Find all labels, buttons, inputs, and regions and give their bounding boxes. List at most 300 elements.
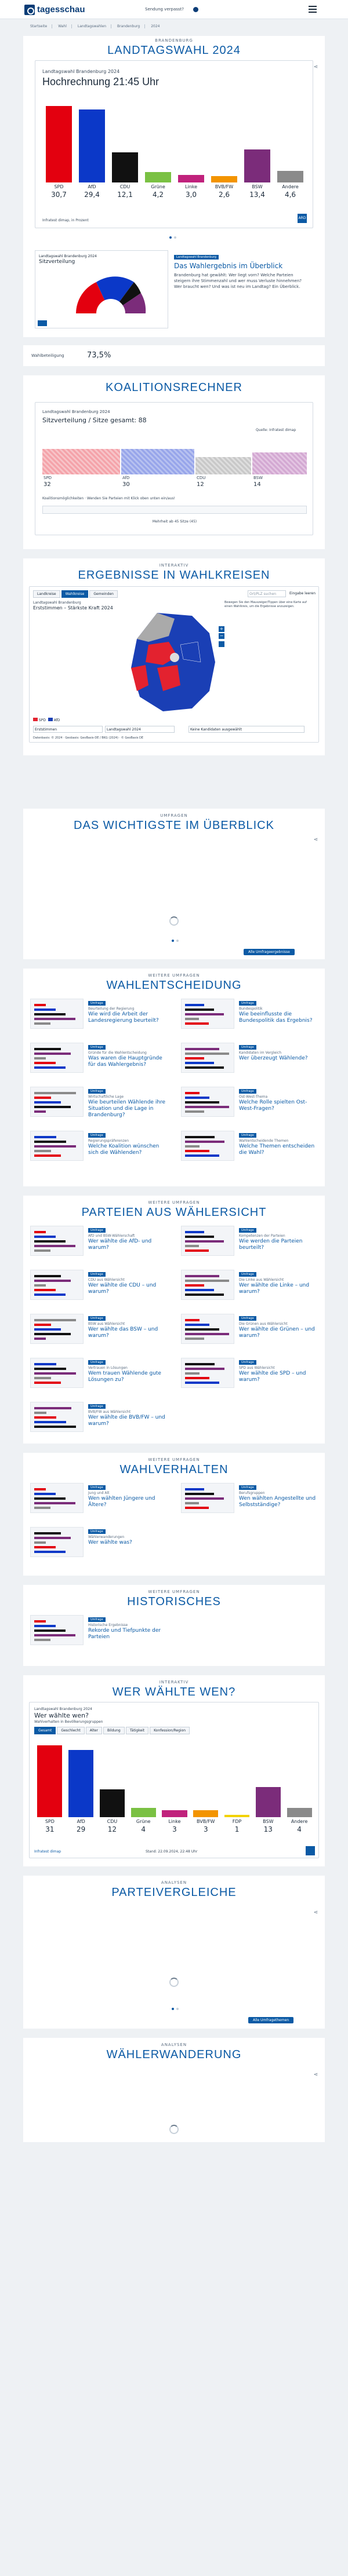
thumb-bar [34,1249,50,1252]
tile-title[interactable]: Wie wird die Arbeit der Landesregierung beurteilt? [88,1011,159,1024]
section-title: LANDTAGSWAHL 2024 [107,44,241,57]
thumb-bar [34,1537,71,1539]
select-wahl[interactable]: Landtagswahl 2024 [105,726,175,733]
tile-label: Umfrage [88,1529,106,1534]
tile-thumbnail [30,1226,84,1256]
site-header [0,0,348,19]
seats-thumb [35,250,168,328]
thumb-bar [185,1338,204,1340]
tile-title[interactable]: Wer wählte die Grünen – und warum? [239,1327,315,1339]
chart-title: Wer wählte wen? [34,1712,89,1719]
wahlkreise-section [23,558,325,755]
thumb-bar [34,1057,46,1059]
tile-title[interactable]: Wem trauen Wählende gute Lösungen zu? [88,1371,161,1383]
tile-title[interactable]: Wer wählte das BSW – und warum? [88,1327,158,1339]
seats-chart [70,267,151,319]
survey-tile[interactable] [30,1131,169,1168]
party-seats: 30 [122,481,130,488]
werwaehlte-card [29,1702,319,1858]
tile-sub: Die Linke aus Wählersicht [239,1278,284,1282]
party-name: AfD [122,476,130,480]
section-kicker: INTERAKTIV [159,1680,189,1685]
thumb-bar [185,1097,209,1099]
thumb-bar [34,1338,46,1340]
map-footnote: Datenbasis: © 2024 · Geobasis: GeoBasis-DE / BKG (2024) · © GeoBasis DE [33,736,144,740]
tile-sub: Wahlentscheidende Themen [239,1139,289,1143]
tile-label: Umfrage [239,1001,256,1006]
party-bar-bsw[interactable] [252,452,307,474]
tile-thumbnail [30,999,84,1029]
thumb-bar [34,1236,56,1238]
tile-sub: Wirtschaftliche Lage [88,1095,124,1099]
tile-thumbnail [181,1483,234,1513]
thumb-bar [185,1328,219,1331]
thumb-bar [185,1245,199,1247]
thumb-bar [34,1532,61,1534]
thumb-bar [185,1231,204,1233]
category-label: Andere [291,1819,308,1824]
tile-sub: SPD aus Wählersicht [239,1366,275,1370]
thumb-bar [34,1497,66,1500]
survey-tile[interactable] [181,1226,320,1263]
breadcrumb [30,24,164,28]
survey-tile[interactable] [181,1131,320,1168]
tab-region[interactable]: Konfession/Region [150,1727,190,1734]
thumb-bar [34,1245,75,1247]
tile-sub: Die Grünen aus Wählersicht [239,1322,288,1326]
tile-sub: Wählerwanderungen [88,1535,125,1539]
teaser-kicker: Landtagswahl Brandenburg [174,255,219,260]
thumb-bar [34,1284,46,1287]
tab-bildung[interactable]: Bildung [103,1727,125,1734]
thumb-bar [34,1280,71,1282]
party-seats: 32 [44,481,51,488]
section-title: PARTEIVERGLEICHE [111,1886,237,1899]
tile-thumbnail [30,1615,84,1645]
category-label: SPD [45,1819,55,1824]
survey-tile[interactable] [30,1527,169,1564]
seats-card-title: Landtagswahl Brandenburg 2024 [39,254,97,258]
thumb-bar [185,1324,209,1326]
value-label: 13,4 [249,191,265,199]
thumb-bar [34,1150,51,1152]
value-label: 3,0 [185,191,197,199]
tile-title[interactable]: Wen wählten Jüngere und Ältere? [88,1496,155,1508]
seats-teaser[interactable] [35,250,313,331]
thumb-bar [34,1541,46,1544]
tile-title[interactable]: Wen wählten Angestellte und Selbstständige? [239,1496,316,1508]
more-button[interactable]: Alle Umfrageergebnisse [244,949,295,955]
thumb-bar [34,1136,56,1138]
thumb-bar [34,1493,56,1495]
thumb-bar [185,1377,209,1379]
breadcrumb-item[interactable]: Landtagswahlen [78,24,111,28]
thumb-bar [34,1319,76,1321]
thumb-bar [185,1018,199,1020]
survey-tile[interactable] [30,1314,169,1351]
thumb-bar [34,1372,76,1375]
survey-tile[interactable] [30,1483,169,1520]
party-name: BSW [253,476,263,480]
bar-grne [131,1808,156,1817]
value-label: 4,6 [284,191,296,199]
chart-footnote: Infratest dimap, in Prozent [42,218,89,222]
tab-wahlkreise[interactable]: Wahlkreise [61,590,89,598]
tile-title[interactable]: Was waren die Hauptgründe für das Wahlergebnis? [88,1055,162,1068]
carousel-dots[interactable] [172,2008,179,2010]
more-button[interactable]: Alle Umfragethemen [248,2017,293,2023]
section-kicker: ANALYSEN [161,1880,187,1885]
turnout-value: 73,5% [87,351,111,360]
survey-tile[interactable] [181,999,320,1036]
tile-thumbnail [181,999,234,1029]
thumb-bar [34,1022,50,1025]
category-label: AfD [77,1819,85,1824]
thumb-bar [185,1284,204,1287]
carousel-dots[interactable] [169,236,176,239]
category-label: Linke [184,184,198,189]
tile-sub: Bundespolitik [239,1007,263,1011]
party-name: CDU [197,476,206,480]
werwaehlte-section [23,1675,325,1866]
thumb-bar [185,1062,214,1064]
thumb-bar [34,1053,71,1055]
tile-label: Umfrage [88,1001,106,1006]
thumb-bar [185,1363,215,1365]
thumb-bar [185,1319,200,1321]
value-label: 3 [203,1825,208,1833]
party-name: SPD [44,476,52,480]
thumb-bar [34,1275,61,1277]
tile-thumbnail [181,1087,234,1117]
thumb-bar [34,1502,75,1504]
breadcrumb-item[interactable]: Brandenburg [117,24,145,28]
tile-label: Umfrage [88,1485,106,1490]
zoom-in-button[interactable]: + [219,626,224,631]
thumb-bar [185,1136,215,1138]
survey-tile[interactable] [30,999,169,1036]
share-icon[interactable]: ⋖ [313,837,318,843]
section-kicker: WEITERE UMFRAGEN [148,973,200,978]
survey-tile[interactable] [181,1087,320,1124]
thumb-bar [185,1106,229,1108]
thumb-bar [34,1368,66,1370]
party-bar-afd[interactable] [121,449,194,474]
survey-tile[interactable] [30,1358,169,1395]
section-kicker: WEITERE UMFRAGEN [148,1590,200,1594]
thumb-bar [34,1620,46,1623]
tile-label: Umfrage [88,1360,106,1365]
tile-sub: Berufsgruppen [239,1491,265,1495]
bar-bvbfw [193,1810,218,1817]
ard-logo-small [38,320,47,326]
category-label: Grüne [151,184,165,189]
thumb-bar [185,1502,199,1504]
tab-geschlecht[interactable]: Geschlecht [57,1727,84,1734]
thumb-bar [34,1145,76,1148]
turnout-label: Wahlbeteiligung [31,353,64,358]
tile-title[interactable]: Wer wählte die SPD – und warum? [239,1371,306,1383]
tab-alter[interactable]: Alter [86,1727,102,1734]
tile-title[interactable]: Rekorde und Tiefpunkte der Parteien [88,1628,161,1640]
value-label: 4 [141,1825,146,1833]
section-kicker: BRANDENBURG [155,38,193,43]
value-label: 29 [77,1825,86,1833]
tile-title[interactable]: Wie beurteilen Wählende ihre Situation und die Lage in Brandenburg? [88,1099,166,1118]
thumb-bar [185,1013,224,1015]
thumb-bar [34,1062,56,1064]
survey-tile[interactable] [181,1358,320,1395]
section-title: PARTEIEN AUS WÄHLERSICHT [81,1206,267,1219]
legend-afd: AfD [53,718,60,722]
thumb-bar [185,1280,229,1282]
bar-linke [178,175,205,182]
thumb-bar [34,1634,75,1636]
party-bar-spd[interactable] [42,449,120,474]
tile-label: Umfrage [88,1228,106,1233]
thumb-bar [34,1018,75,1020]
thumb-bar [185,1092,200,1094]
tile-label: Umfrage [88,1133,106,1138]
chart-source: Quelle: Infratest dimap [256,428,296,432]
thumb-bar [34,1154,61,1157]
value-label: 4,2 [152,191,164,199]
ard-logo: ARD [298,214,307,223]
chart-subtitle: Landtagswahl Brandenburg 2024 [42,69,120,74]
parteien-section [23,1196,325,1444]
tile-title[interactable]: Wer wählte die AfD- und warum? [88,1238,152,1251]
tile-sub: Kompetenzen der Parteien [239,1234,285,1238]
thumb-bar [34,1416,56,1419]
tile-title[interactable]: Wer wählte die CDU – und warum? [88,1282,157,1295]
thumb-bar [34,1639,50,1641]
tile-sub: Historische Ergebnisse [88,1623,128,1627]
thumb-bar [34,1546,56,1548]
value-label: 2,6 [218,191,230,199]
category-label: BVB/FW [197,1819,215,1824]
tile-title[interactable]: Wer wählte die Linke – und warum? [239,1282,310,1295]
search-input[interactable]: Ort/PLZ suchen [248,590,286,597]
value-label: 12 [107,1825,117,1833]
section-title: ERGEBNISSE IN WAHLKREISEN [78,569,270,582]
bar-spd [37,1745,62,1817]
landtagswahl-section [23,36,325,337]
brand-name[interactable]: tagesschau [37,5,85,14]
section-title: HISTORISCHES [127,1595,221,1608]
hamburger-menu-icon[interactable] [309,6,317,13]
tile-label: Umfrage [239,1089,256,1094]
share-icon[interactable]: ⋖ [313,1910,318,1916]
survey-tile[interactable] [181,1270,320,1307]
map-legend [33,718,60,722]
thumb-bar [34,1421,66,1423]
thumb-bar [34,1629,66,1632]
thumb-bar [185,1497,224,1500]
value-label: 13 [263,1825,273,1833]
map-note: Bewegen Sie den Mauszeiger/Tippen über eine Karte auf einen Wahlkreis, um die Ergebnisse anzuzeigen. [224,601,307,608]
carousel-dots[interactable] [172,940,179,942]
category-label: CDU [107,1819,118,1824]
party-seats: 12 [197,481,204,488]
thumb-bar [34,1066,66,1069]
tile-label: Umfrage [239,1360,256,1365]
breadcrumb-item[interactable]: Startseite [30,24,52,28]
koalition-section [23,375,325,549]
survey-tile[interactable] [181,1314,320,1351]
thumb-bar [34,1004,46,1006]
survey-tile[interactable] [30,1043,169,1080]
tile-thumbnail [181,1270,234,1300]
tile-label: Umfrage [88,1272,106,1277]
section-title: WAHLENTSCHEIDUNG [106,979,242,992]
play-icon[interactable] [193,7,198,12]
tile-sub: AfD und BSW-Wählerschaft [88,1234,135,1238]
tile-label: Umfrage [239,1485,256,1490]
tab-landkreise[interactable]: Landkreise [33,590,60,598]
survey-tile[interactable] [30,1615,169,1652]
category-label: BSW [252,184,263,189]
werwaehlte-chart [34,1736,315,1840]
thumb-bar [185,1382,219,1384]
tile-label: Umfrage [88,1404,106,1409]
thumb-bar [34,1231,46,1233]
thumb-bar [185,1057,204,1059]
thumb-bar [185,1275,219,1277]
thumb-bar [185,1249,209,1252]
survey-tile[interactable] [30,1270,169,1307]
thumb-bar [34,1625,56,1627]
reset-icon[interactable] [219,641,224,647]
tab-gesamt[interactable]: Gesamt [34,1727,56,1734]
tile-sub: Vertrauen in Lösungen [88,1366,128,1370]
tile-title[interactable]: Welche Rolle spielten Ost-West-Fragen? [239,1099,307,1112]
section-title: WÄHLERWANDERUNG [106,2048,242,2061]
teaser-text: Brandenburg hat gewählt: Wer liegt vorn? Welche Parteien steigern ihre Stimmenzahl und wer muss Verluste hinnehmen? Wer braucht wen? Und was ist neu im Landtag? Ein Überblick. [174,273,302,289]
tile-sub: Kandidaten im Vergleich [239,1051,282,1055]
chart-subtitle: Landtagswahl Brandenburg 2024 [34,1707,92,1711]
tagesschau-logo-icon[interactable] [24,5,35,15]
tile-label: Umfrage [239,1272,256,1277]
survey-tile[interactable] [181,1483,320,1520]
tile-thumbnail [181,1358,234,1388]
koalition-hint: Koalitionsmöglichkeiten · Wenden Sie Parteien mit Klick oben unten ein/aus! [42,496,176,500]
zoom-out-button[interactable]: − [219,633,224,638]
select-stimme[interactable]: Erststimmen [33,726,103,733]
tile-title[interactable]: Wer wählte was? [88,1540,132,1545]
thumb-bar [34,1363,56,1365]
value-label: 29,4 [84,191,100,199]
tile-label: Umfrage [239,1133,256,1138]
tile-thumbnail [30,1483,84,1513]
search-button[interactable]: Eingabe leeren [289,591,316,595]
tab-taetigkeit[interactable]: Tätigkeit [126,1727,148,1734]
thumb-bar [34,1141,66,1143]
brandenburg-map[interactable] [122,610,221,714]
hochrechnung-card [35,60,313,228]
tile-title[interactable]: Wie werden die Parteien beurteilt? [239,1238,303,1251]
section-title: KOALITIONSRECHNER [106,381,242,394]
tile-sub: BVB/FW aus Wählersicht [88,1410,131,1414]
thumb-bar [34,1507,50,1509]
party-bar-cdu[interactable] [195,457,251,474]
select-kandidaten[interactable]: Keine Kandidaten ausgewählt [188,726,304,733]
tab-gemeinden[interactable]: Gemeinden [89,590,118,598]
thumb-bar [185,1048,219,1050]
thumb-bar [185,1368,224,1370]
survey-tile[interactable] [30,1226,169,1263]
share-icon[interactable]: ⋖ [313,2072,318,2078]
thumb-bar [34,1294,66,1296]
tile-sub: Ost-West-Thema [239,1095,268,1099]
historisches-section [23,1585,325,1666]
tile-title[interactable]: Welche Koalition wünschen sich die Wählenden? [88,1143,160,1156]
thumb-bar [34,1407,71,1409]
loading-spinner [169,916,179,926]
thumb-bar [34,1412,46,1414]
group-tabs [34,1727,191,1734]
teaser-title[interactable]: Das Wahlergebnis im Überblick [174,262,283,270]
thumb-bar [185,1053,229,1055]
tile-title[interactable]: Wer wählte die BVB/FW – und warum? [88,1415,165,1427]
breadcrumb-item: 2024 [151,24,160,28]
bar-andere [287,1808,312,1817]
tile-title[interactable]: Wer überzeugt Wählende? [239,1055,308,1061]
section-title: WER WÄHLTE WEN? [112,1686,236,1698]
bar-andere [277,171,304,182]
wahlerwanderung-section [23,2038,325,2142]
chart-title: Sitzverteilung / Sitze gesamt: 88 [42,416,147,424]
thumb-bar [185,1009,214,1011]
category-label: CDU [119,184,130,189]
section-kicker: UMFRAGEN [160,813,188,818]
thumb-bar [34,1488,46,1490]
loading-spinner [169,2125,179,2134]
tile-title[interactable]: Welche Themen entscheiden die Wahl? [239,1143,315,1156]
breadcrumb-item[interactable]: Wahl [58,24,72,28]
loading-spinner [169,1978,179,1987]
share-icon[interactable]: ⋖ [313,64,318,70]
thumb-bar [185,1154,219,1157]
bar-grne [145,172,172,182]
map-card [29,586,319,743]
majority-label: Mehrheit ab 45 Sitze (45) [152,520,197,524]
survey-tile[interactable] [181,1043,320,1080]
survey-tile[interactable] [30,1087,169,1124]
tile-sub: Gründe für die Wahlentscheidung [88,1051,147,1055]
tile-title[interactable]: Wie beeinflusste die Bundespolitik das Ergebnis? [239,1011,313,1024]
tile-thumbnail [30,1270,84,1300]
survey-tile[interactable] [30,1402,169,1439]
chart-subtitle: Landtagswahl Brandenburg 2024 [42,410,110,414]
tile-thumbnail [181,1131,234,1161]
thumb-bar [185,1333,229,1335]
thumb-bar [34,1106,71,1108]
thumb-bar [34,1009,56,1011]
thumb-bar [34,1382,61,1384]
tile-thumbnail [30,1314,84,1344]
radio-link[interactable]: Sendung verpasst? [145,7,184,12]
section-kicker: WEITERE UMFRAGEN [148,1457,200,1462]
tile-thumbnail [30,1402,84,1432]
thumb-bar [185,1493,214,1495]
category-label: BVB/FW [215,184,234,189]
bar-bvbfw [211,176,238,182]
thumb-bar [34,1101,61,1104]
thumb-bar [185,1507,209,1509]
chart-sub2: Wahlverhalten in Bevölkerungsgruppen [34,1720,103,1724]
value-label: 30,7 [51,191,67,199]
category-label: FDP [232,1819,242,1824]
